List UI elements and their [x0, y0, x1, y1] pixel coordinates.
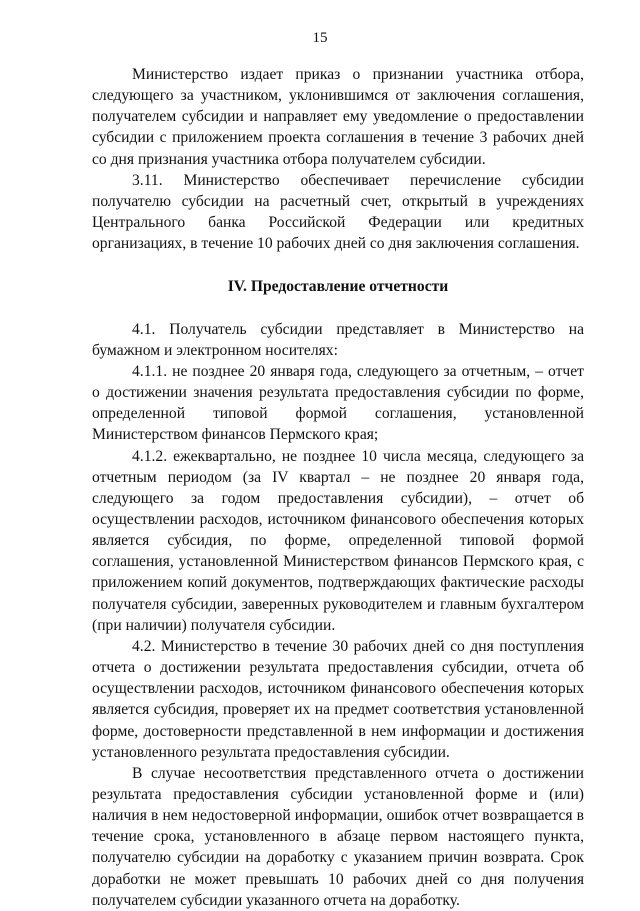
- paragraph: 4.2. Министерство в течение 30 рабочих дней со дня поступления отчета о достижении результата предоставления субсидии, отчета об осуществлении расходов, источником финансового обеспечения которых является субсидия, проверяет их на предмет соответствия установленной форме, достоверности представленной в нем информации и достижения установленного результата предоставления субсидии.: [92, 637, 584, 761]
- document-body: [92, 64, 584, 911]
- paragraph: Министерство издает приказ о признании участника отбора, следующего за участником, уклонившимся от заключения соглашения, получателем субсидии и направляет ему уведомление о предоставлении субсидии с приложением проекта соглашения в течение 3 рабочих дней со дня признания участника отбора получателем субсидии.: [92, 66, 584, 168]
- paragraph: 4.1.2. ежеквартально, не позднее 10 числа месяца, следующего за отчетным периодом (за IV квартал – не позднее 20 января года, следующего за годом предоставления субсидии), – отчет об осуществлении расходов, источником финансового обеспечения которых является субсидия, по форме, определенной типовой формой соглашения, установленной Министерством финансов Пермского края, с приложением копий документов, подтверждающих фактические расходы получателя субсидии, заверенных руководителем и главным бухгалтером (при наличии) получателя субсидии.: [92, 447, 584, 634]
- section-heading: IV. Предоставление отчетности: [227, 278, 449, 296]
- paragraph: В случае несоответствия представленного отчета о достижении результата предоставления субсидии установленной форме и (или) наличия в нем недостоверной информации, ошибок отчет возвращается в течение срока, установленного в абзаце первом настоящего пункта, получателю субсидии на доработку с указанием причин возврата. Срок доработки не может превышать 10 рабочих дней со дня получения получателем субсидии указанного отчета на доработку.: [92, 764, 584, 909]
- paragraph: 4.1.1. не позднее 20 января года, следующего за отчетным, – отчет о достижении значения результата предоставления субсидии по форме, определенной типовой формой соглашения, установленной Министерством финансов Пермского края;: [92, 362, 584, 444]
- page-number: 15: [312, 30, 328, 46]
- paragraph: 4.1. Получатель субсидии представляет в Министерство на бумажном и электронном носителях:: [92, 320, 584, 359]
- paragraph: 3.11. Министерство обеспечивает перечисление субсидии получателю субсидии на расчетный счет, открытый в учреждениях Центрального банка Российской Федерации или кредитных организациях, в течение 10 рабочих дней со дня заключения соглашения.: [92, 171, 584, 253]
